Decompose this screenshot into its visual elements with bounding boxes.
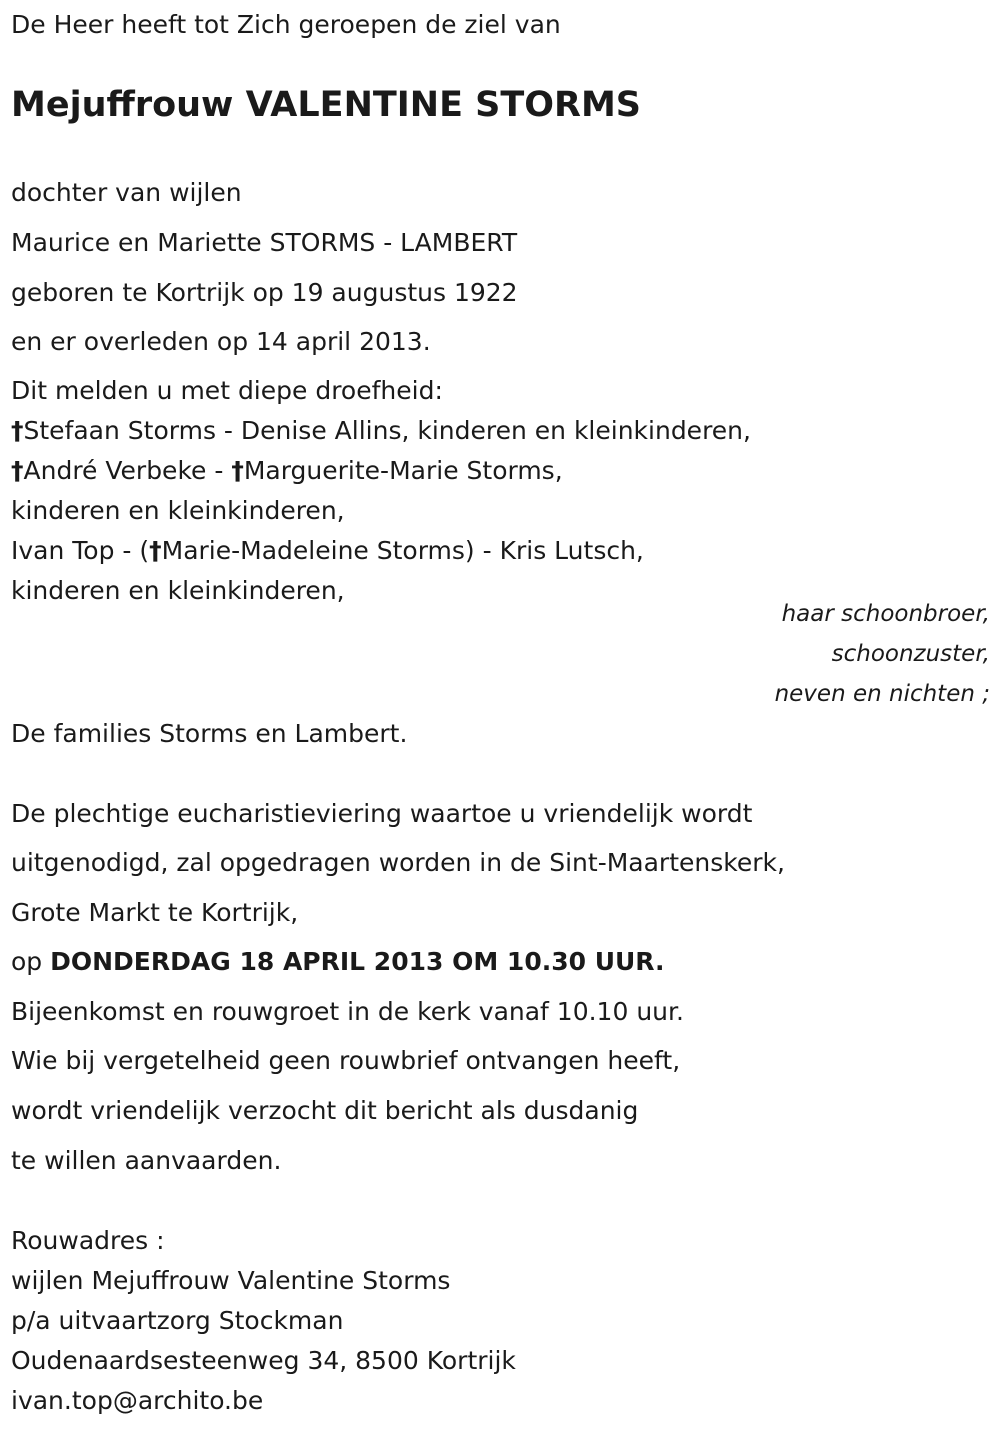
ceremony-line-7: wordt vriendelijk verzocht dit bericht als dusdanig [11,1096,639,1125]
cross-icon: † [231,456,244,485]
address-email[interactable]: ivan.top@archito.be [11,1386,264,1415]
cross-icon: † [149,536,162,565]
ceremony-date-bold: DONDERDAG 18 APRIL 2013 OM 10.30 UUR. [50,947,665,976]
intro-text: De Heer heeft tot Zich geroepen de ziel van [11,10,561,39]
death-info: en er overleden op 14 april 2013. [11,327,431,356]
family-line-2: †André Verbeke - †Marguerite-Marie Storms, [11,456,563,485]
ceremony-line-3: Grote Markt te Kortrijk, [11,898,299,927]
cross-icon: † [11,416,24,445]
ceremony-line-6: Wie bij vergetelheid geen rouwbrief ontvangen heeft, [11,1046,681,1075]
family-line-1: †Stefaan Storms - Denise Allins, kinderen en kleinkinderen, [11,416,751,445]
address-line-3: Oudenaardsesteenweg 34, 8500 Kortrijk [11,1346,516,1375]
ceremony-date: op DONDERDAG 18 APRIL 2013 OM 10.30 UUR. [11,947,665,976]
ceremony-line-1: De plechtige eucharistieviering waartoe u vriendelijk wordt [11,799,753,828]
ceremony-line-8: te willen aanvaarden. [11,1146,282,1175]
ceremony-line-2: uitgenodigd, zal opgedragen worden in de Sint-Maartenskerk, [11,848,785,877]
address-line-1: wijlen Mejuffrouw Valentine Storms [11,1266,451,1295]
family-line-4: Ivan Top - (†Marie-Madeleine Storms) - Kris Lutsch, [11,536,644,565]
family-line-5: kinderen en kleinkinderen, [11,576,345,605]
families: De families Storms en Lambert. [11,719,408,748]
address-line-2: p/a uitvaartzorg Stockman [11,1306,344,1335]
ceremony-line-5: Bijeenkomst en rouwgroet in de kerk vanaf 10.10 uur. [11,997,684,1026]
cross-icon: † [11,456,24,485]
deceased-name: Mejuffrouw VALENTINE STORMS [11,85,641,125]
relation-1: haar schoonbroer, [781,601,990,627]
relation-2: schoonzuster, [831,641,990,667]
parents-intro: dochter van wijlen [11,178,242,207]
family-line-3: kinderen en kleinkinderen, [11,496,345,525]
relation-3: neven en nichten ; [774,681,990,707]
address-label: Rouwadres : [11,1226,165,1255]
announcement: Dit melden u met diepe droefheid: [11,376,443,405]
parents: Maurice en Mariette STORMS - LAMBERT [11,228,518,257]
birth-info: geboren te Kortrijk op 19 augustus 1922 [11,278,518,307]
